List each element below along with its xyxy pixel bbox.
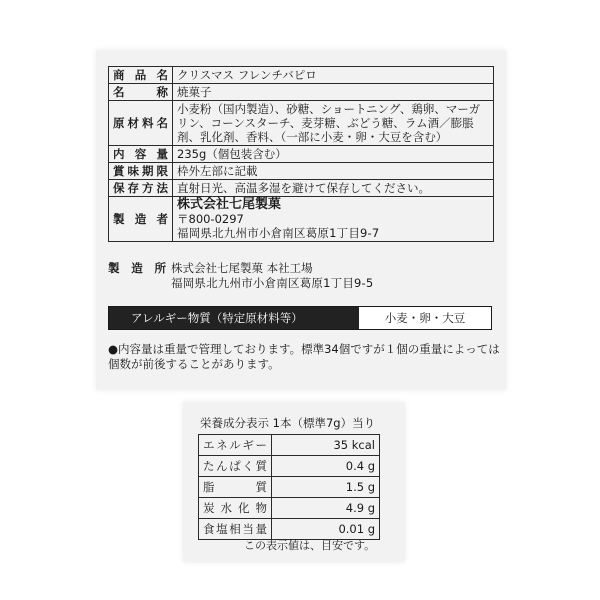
nutrition-table <box>198 434 380 540</box>
nutrient-value: 0.4 g <box>272 456 380 477</box>
row-category <box>109 84 494 101</box>
content-note: ●内容量は重量で管理しております。標準34個ですが１個の重量によっては個数が前後することがあります。 <box>108 342 500 371</box>
row-manufacturer <box>109 197 494 242</box>
nutrition-title: 栄養成分表示 1本（標準7g）当り <box>200 416 376 430</box>
nutrient-name: 炭水化物 <box>199 498 272 519</box>
factory-block <box>108 261 494 291</box>
row-value: クリスマス フレンチバピロ <box>173 67 494 84</box>
row-ingredients <box>109 101 494 146</box>
nutrition-row <box>199 477 380 498</box>
factory-line-1: 株式会社七尾製菓 本社工場 <box>171 261 313 275</box>
row-key: 内容量 <box>109 146 173 163</box>
row-value: 小麦粉（国内製造）、砂糖、ショートニング、鶏卵、マーガリン、コーンスターチ、麦芽糖、ぶどう糖、ラム酒／膨脹剤、乳化剤、香料、（一部に小麦・卵・大豆を含む） <box>173 101 494 146</box>
nutrient-value: 0.01 g <box>272 519 380 540</box>
nutrition-row <box>199 498 380 519</box>
row-storage <box>109 180 494 197</box>
row-key: 賞味期限 <box>109 163 173 180</box>
row-net-weight <box>109 146 494 163</box>
row-value: 枠外左部に記載 <box>173 163 494 180</box>
nutrition-row <box>199 435 380 456</box>
row-key: 保存方法 <box>109 180 173 197</box>
nutrient-name: エネルギー <box>199 435 272 456</box>
factory-line-2: 福岡県北九州市小倉南区葛原1丁目9-5 <box>171 276 374 290</box>
nutrition-row <box>199 456 380 477</box>
row-value <box>173 197 494 242</box>
allergy-value: 小麦・卵・大豆 <box>359 307 491 329</box>
row-product-name <box>109 67 494 84</box>
allergy-label: アレルギー物質（特定原材料等） <box>109 307 359 329</box>
row-value: 直射日光、高温多湿を避けて保存してください。 <box>173 180 494 197</box>
row-value: 焼菓子 <box>173 84 494 101</box>
nutrition-footnote: この表示値は、目安です。 <box>244 539 376 552</box>
row-best-before <box>109 163 494 180</box>
row-value: 235g（個包装含む） <box>173 146 494 163</box>
factory-value <box>171 261 373 291</box>
nutrient-value: 1.5 g <box>272 477 380 498</box>
row-key: 名称 <box>109 84 173 101</box>
nutrient-value: 4.9 g <box>272 498 380 519</box>
row-key: 原材料名 <box>109 101 173 146</box>
nutrient-name: 食塩相当量 <box>199 519 272 540</box>
allergy-bar <box>108 306 492 330</box>
factory-key: 製造所 <box>108 261 166 275</box>
row-key: 商品名 <box>109 67 173 84</box>
nutrient-name: たんぱく質 <box>199 456 272 477</box>
maker-name: 株式会社七尾製菓 <box>177 197 282 212</box>
product-info-table <box>108 66 494 242</box>
maker-zip: 〒800-0297 <box>177 212 244 226</box>
nutrient-name: 脂質 <box>199 477 272 498</box>
row-key: 製造者 <box>109 197 173 242</box>
nutrient-value: 35 kcal <box>272 435 380 456</box>
maker-address: 福岡県北九州市小倉南区葛原1丁目9-7 <box>177 226 380 240</box>
